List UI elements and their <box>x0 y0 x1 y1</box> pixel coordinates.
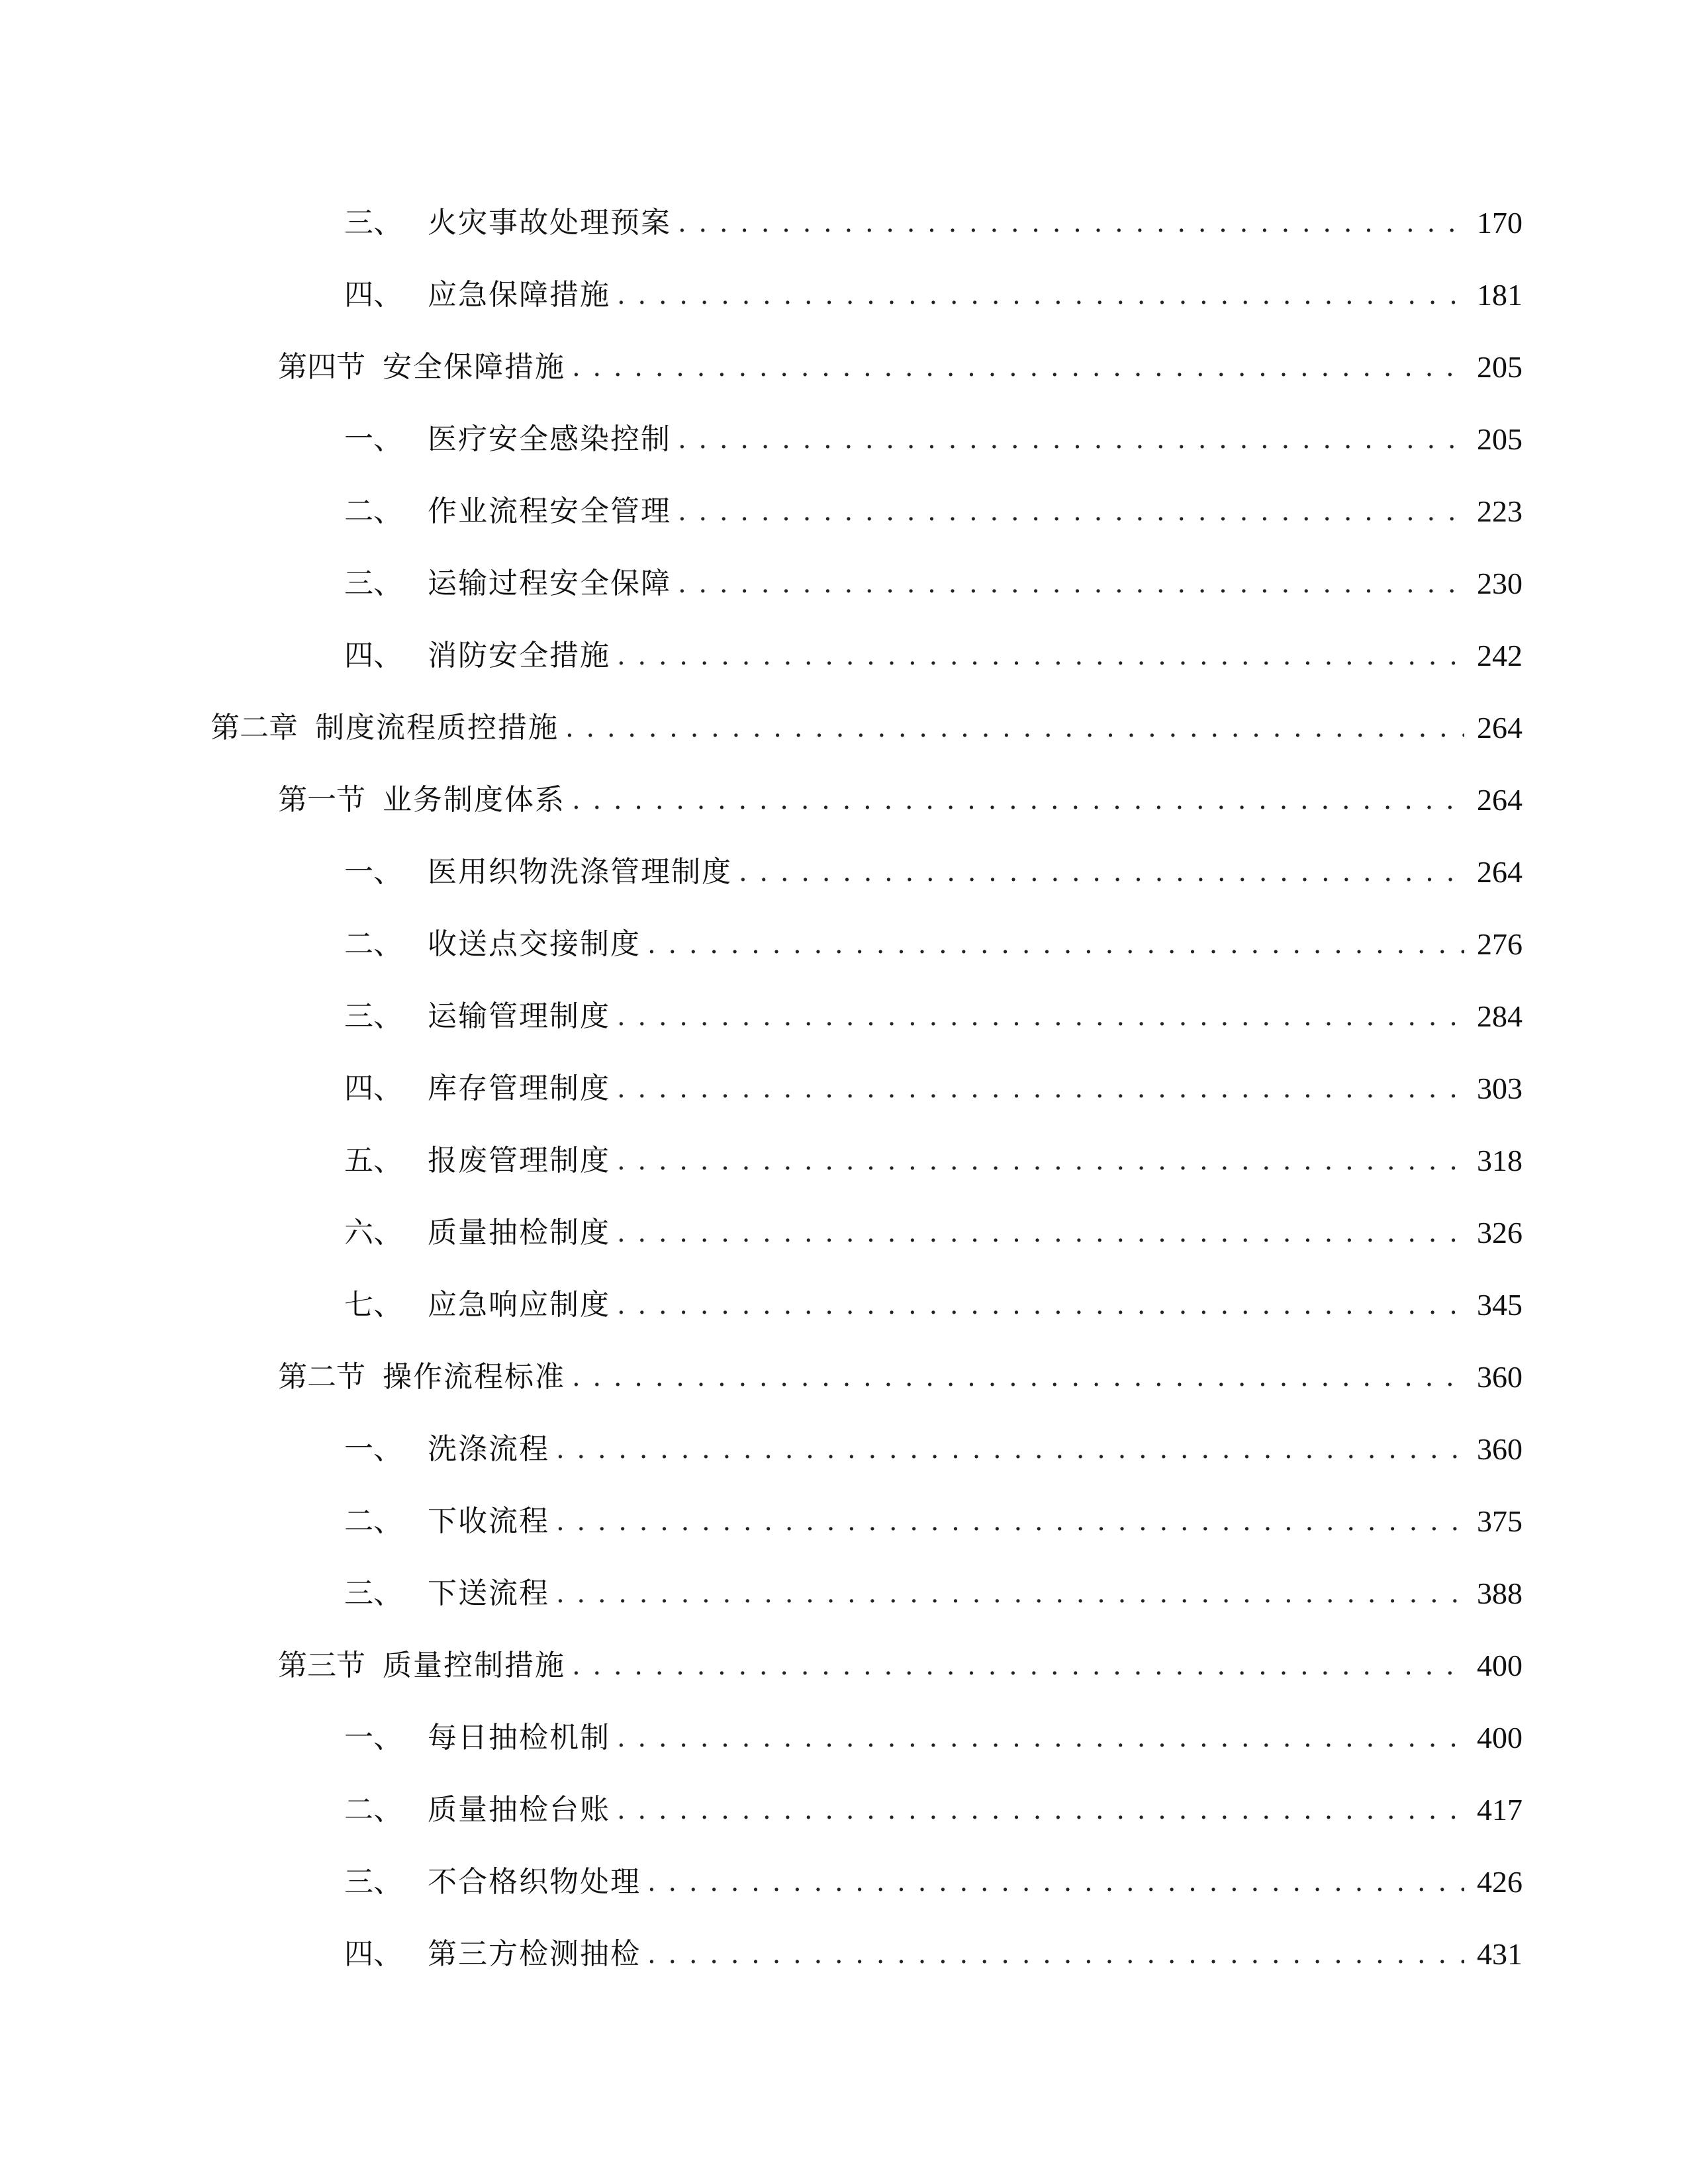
toc-entry[interactable] <box>0 1918 1523 1990</box>
toc-entry-number: 六、 <box>344 1215 402 1250</box>
toc-entry-title: 第三方检测抽检 <box>428 1936 641 1971</box>
toc-entry[interactable] <box>0 1124 1523 1197</box>
toc-entry-number: 一、 <box>344 1720 402 1754</box>
dot-leader <box>617 1218 1464 1248</box>
toc-entry[interactable] <box>0 1557 1523 1629</box>
toc-entry-number: 第四节 <box>278 349 365 384</box>
dot-leader <box>565 713 1464 743</box>
toc-entry[interactable] <box>0 331 1523 403</box>
toc-entry-number: 一、 <box>344 1432 402 1466</box>
dot-leader <box>617 1002 1464 1031</box>
toc-entry-title: 作业流程安全管理 <box>428 494 671 528</box>
toc-entry-number: 第二节 <box>278 1359 365 1394</box>
toc-entry-title: 消防安全措施 <box>428 638 610 672</box>
toc-entry-number: 五、 <box>344 1143 402 1177</box>
toc-entry[interactable] <box>0 1413 1523 1485</box>
toc-entry-number: 第二章 <box>211 710 298 745</box>
toc-entry-page: 205 <box>1477 349 1523 384</box>
toc-entry-number: 四、 <box>344 1071 402 1105</box>
toc-entry-number: 四、 <box>344 638 402 672</box>
toc-entry[interactable] <box>0 1052 1523 1124</box>
toc-entry-page: 360 <box>1477 1432 1523 1466</box>
toc-entry-title: 操作流程标准 <box>383 1359 565 1394</box>
toc-entry-page: 345 <box>1477 1287 1523 1322</box>
toc-entry[interactable] <box>0 1485 1523 1557</box>
toc-entry[interactable] <box>0 1702 1523 1774</box>
toc-entry-page: 205 <box>1477 422 1523 456</box>
dot-leader <box>678 569 1464 598</box>
toc-entry[interactable] <box>0 692 1523 764</box>
dot-leader <box>617 1074 1464 1103</box>
dot-leader <box>572 353 1464 382</box>
dot-leader <box>647 1940 1464 1969</box>
toc-entry-page: 223 <box>1477 494 1523 528</box>
toc-entry-number: 四、 <box>344 1936 402 1971</box>
toc-entry-number: 一、 <box>344 422 402 456</box>
dot-leader <box>572 1363 1464 1392</box>
dot-leader <box>617 1796 1464 1825</box>
toc-entry-page: 276 <box>1477 927 1523 961</box>
toc-entry[interactable] <box>0 764 1523 836</box>
dot-leader <box>678 208 1464 238</box>
toc-entry-number: 第一节 <box>278 782 365 817</box>
toc-entry[interactable] <box>0 259 1523 331</box>
toc-entry[interactable] <box>0 980 1523 1052</box>
toc-entry-title: 制度流程质控措施 <box>315 710 559 745</box>
toc-entry-title: 下送流程 <box>428 1576 549 1610</box>
toc-entry-number: 二、 <box>344 1792 402 1827</box>
toc-entry-title: 运输管理制度 <box>428 999 610 1033</box>
toc-entry-page: 242 <box>1477 638 1523 672</box>
toc-entry[interactable] <box>0 187 1523 259</box>
dot-leader <box>556 1579 1464 1608</box>
toc-entry-page: 264 <box>1477 782 1523 817</box>
toc-entry-page: 375 <box>1477 1504 1523 1538</box>
toc-entry-title: 医疗安全感染控制 <box>428 422 671 456</box>
toc-entry-title: 运输过程安全保障 <box>428 566 671 600</box>
toc-entry-number: 三、 <box>344 1864 402 1899</box>
toc-entry-number: 二、 <box>344 927 402 961</box>
dot-leader <box>647 1868 1464 1897</box>
toc-entry-number: 一、 <box>344 854 402 889</box>
toc-entry-title: 应急保障措施 <box>428 277 610 312</box>
toc-entry-title: 洗涤流程 <box>428 1432 549 1466</box>
toc-entry-number: 二、 <box>344 494 402 528</box>
dot-leader <box>739 858 1464 887</box>
toc-entry-page: 264 <box>1477 710 1523 745</box>
toc-entry-page: 388 <box>1477 1576 1523 1610</box>
toc-entry[interactable] <box>0 1269 1523 1341</box>
dot-leader <box>556 1507 1464 1536</box>
toc-entry[interactable] <box>0 1341 1523 1413</box>
toc-entry-number: 三、 <box>344 566 402 600</box>
toc-entry-title: 质量抽检制度 <box>428 1215 610 1250</box>
table-of-contents <box>0 187 1688 1990</box>
dot-leader <box>647 930 1464 959</box>
toc-entry[interactable] <box>0 475 1523 547</box>
toc-entry[interactable] <box>0 1846 1523 1918</box>
toc-entry-number: 三、 <box>344 999 402 1033</box>
toc-entry-page: 318 <box>1477 1143 1523 1177</box>
toc-entry-page: 170 <box>1477 205 1523 240</box>
toc-entry-page: 400 <box>1477 1648 1523 1682</box>
dot-leader <box>678 425 1464 454</box>
dot-leader <box>617 641 1464 670</box>
toc-entry-page: 426 <box>1477 1864 1523 1899</box>
toc-entry-page: 431 <box>1477 1936 1523 1971</box>
toc-entry[interactable] <box>0 547 1523 619</box>
toc-entry-page: 400 <box>1477 1720 1523 1754</box>
toc-entry-title: 收送点交接制度 <box>428 927 641 961</box>
toc-entry-number: 七、 <box>344 1287 402 1322</box>
toc-entry-title: 安全保障措施 <box>383 349 565 384</box>
toc-entry-number: 四、 <box>344 277 402 312</box>
toc-entry-title: 质量抽检台账 <box>428 1792 610 1827</box>
toc-entry-title: 不合格织物处理 <box>428 1864 641 1899</box>
toc-entry-number: 三、 <box>344 205 402 240</box>
toc-entry-page: 284 <box>1477 999 1523 1033</box>
toc-entry[interactable] <box>0 908 1523 980</box>
toc-entry[interactable] <box>0 403 1523 475</box>
dot-leader <box>617 1723 1464 1752</box>
toc-entry-page: 326 <box>1477 1215 1523 1250</box>
toc-entry-page: 303 <box>1477 1071 1523 1105</box>
toc-entry[interactable] <box>0 1629 1523 1702</box>
dot-leader <box>678 497 1464 526</box>
toc-entry-title: 库存管理制度 <box>428 1071 610 1105</box>
toc-entry-title: 报废管理制度 <box>428 1143 610 1177</box>
toc-entry-title: 医用织物洗涤管理制度 <box>428 854 732 889</box>
dot-leader <box>572 786 1464 815</box>
dot-leader <box>617 1146 1464 1175</box>
toc-entry[interactable] <box>0 1774 1523 1846</box>
toc-entry-number: 第三节 <box>278 1648 365 1682</box>
toc-entry-title: 应急响应制度 <box>428 1287 610 1322</box>
toc-entry-page: 417 <box>1477 1792 1523 1827</box>
toc-entry-page: 264 <box>1477 854 1523 889</box>
toc-entry[interactable] <box>0 619 1523 692</box>
toc-entry[interactable] <box>0 836 1523 908</box>
dot-leader <box>617 1291 1464 1320</box>
dot-leader <box>556 1435 1464 1464</box>
toc-entry-number: 三、 <box>344 1576 402 1610</box>
toc-entry[interactable] <box>0 1197 1523 1269</box>
dot-leader <box>572 1651 1464 1680</box>
toc-entry-title: 业务制度体系 <box>383 782 565 817</box>
toc-entry-page: 230 <box>1477 566 1523 600</box>
toc-entry-page: 360 <box>1477 1359 1523 1394</box>
toc-entry-title: 火灾事故处理预案 <box>428 205 671 240</box>
toc-entry-title: 质量控制措施 <box>383 1648 565 1682</box>
toc-entry-page: 181 <box>1477 277 1523 312</box>
dot-leader <box>617 281 1464 310</box>
toc-entry-title: 下收流程 <box>428 1504 549 1538</box>
toc-entry-title: 每日抽检机制 <box>428 1720 610 1754</box>
toc-entry-number: 二、 <box>344 1504 402 1538</box>
